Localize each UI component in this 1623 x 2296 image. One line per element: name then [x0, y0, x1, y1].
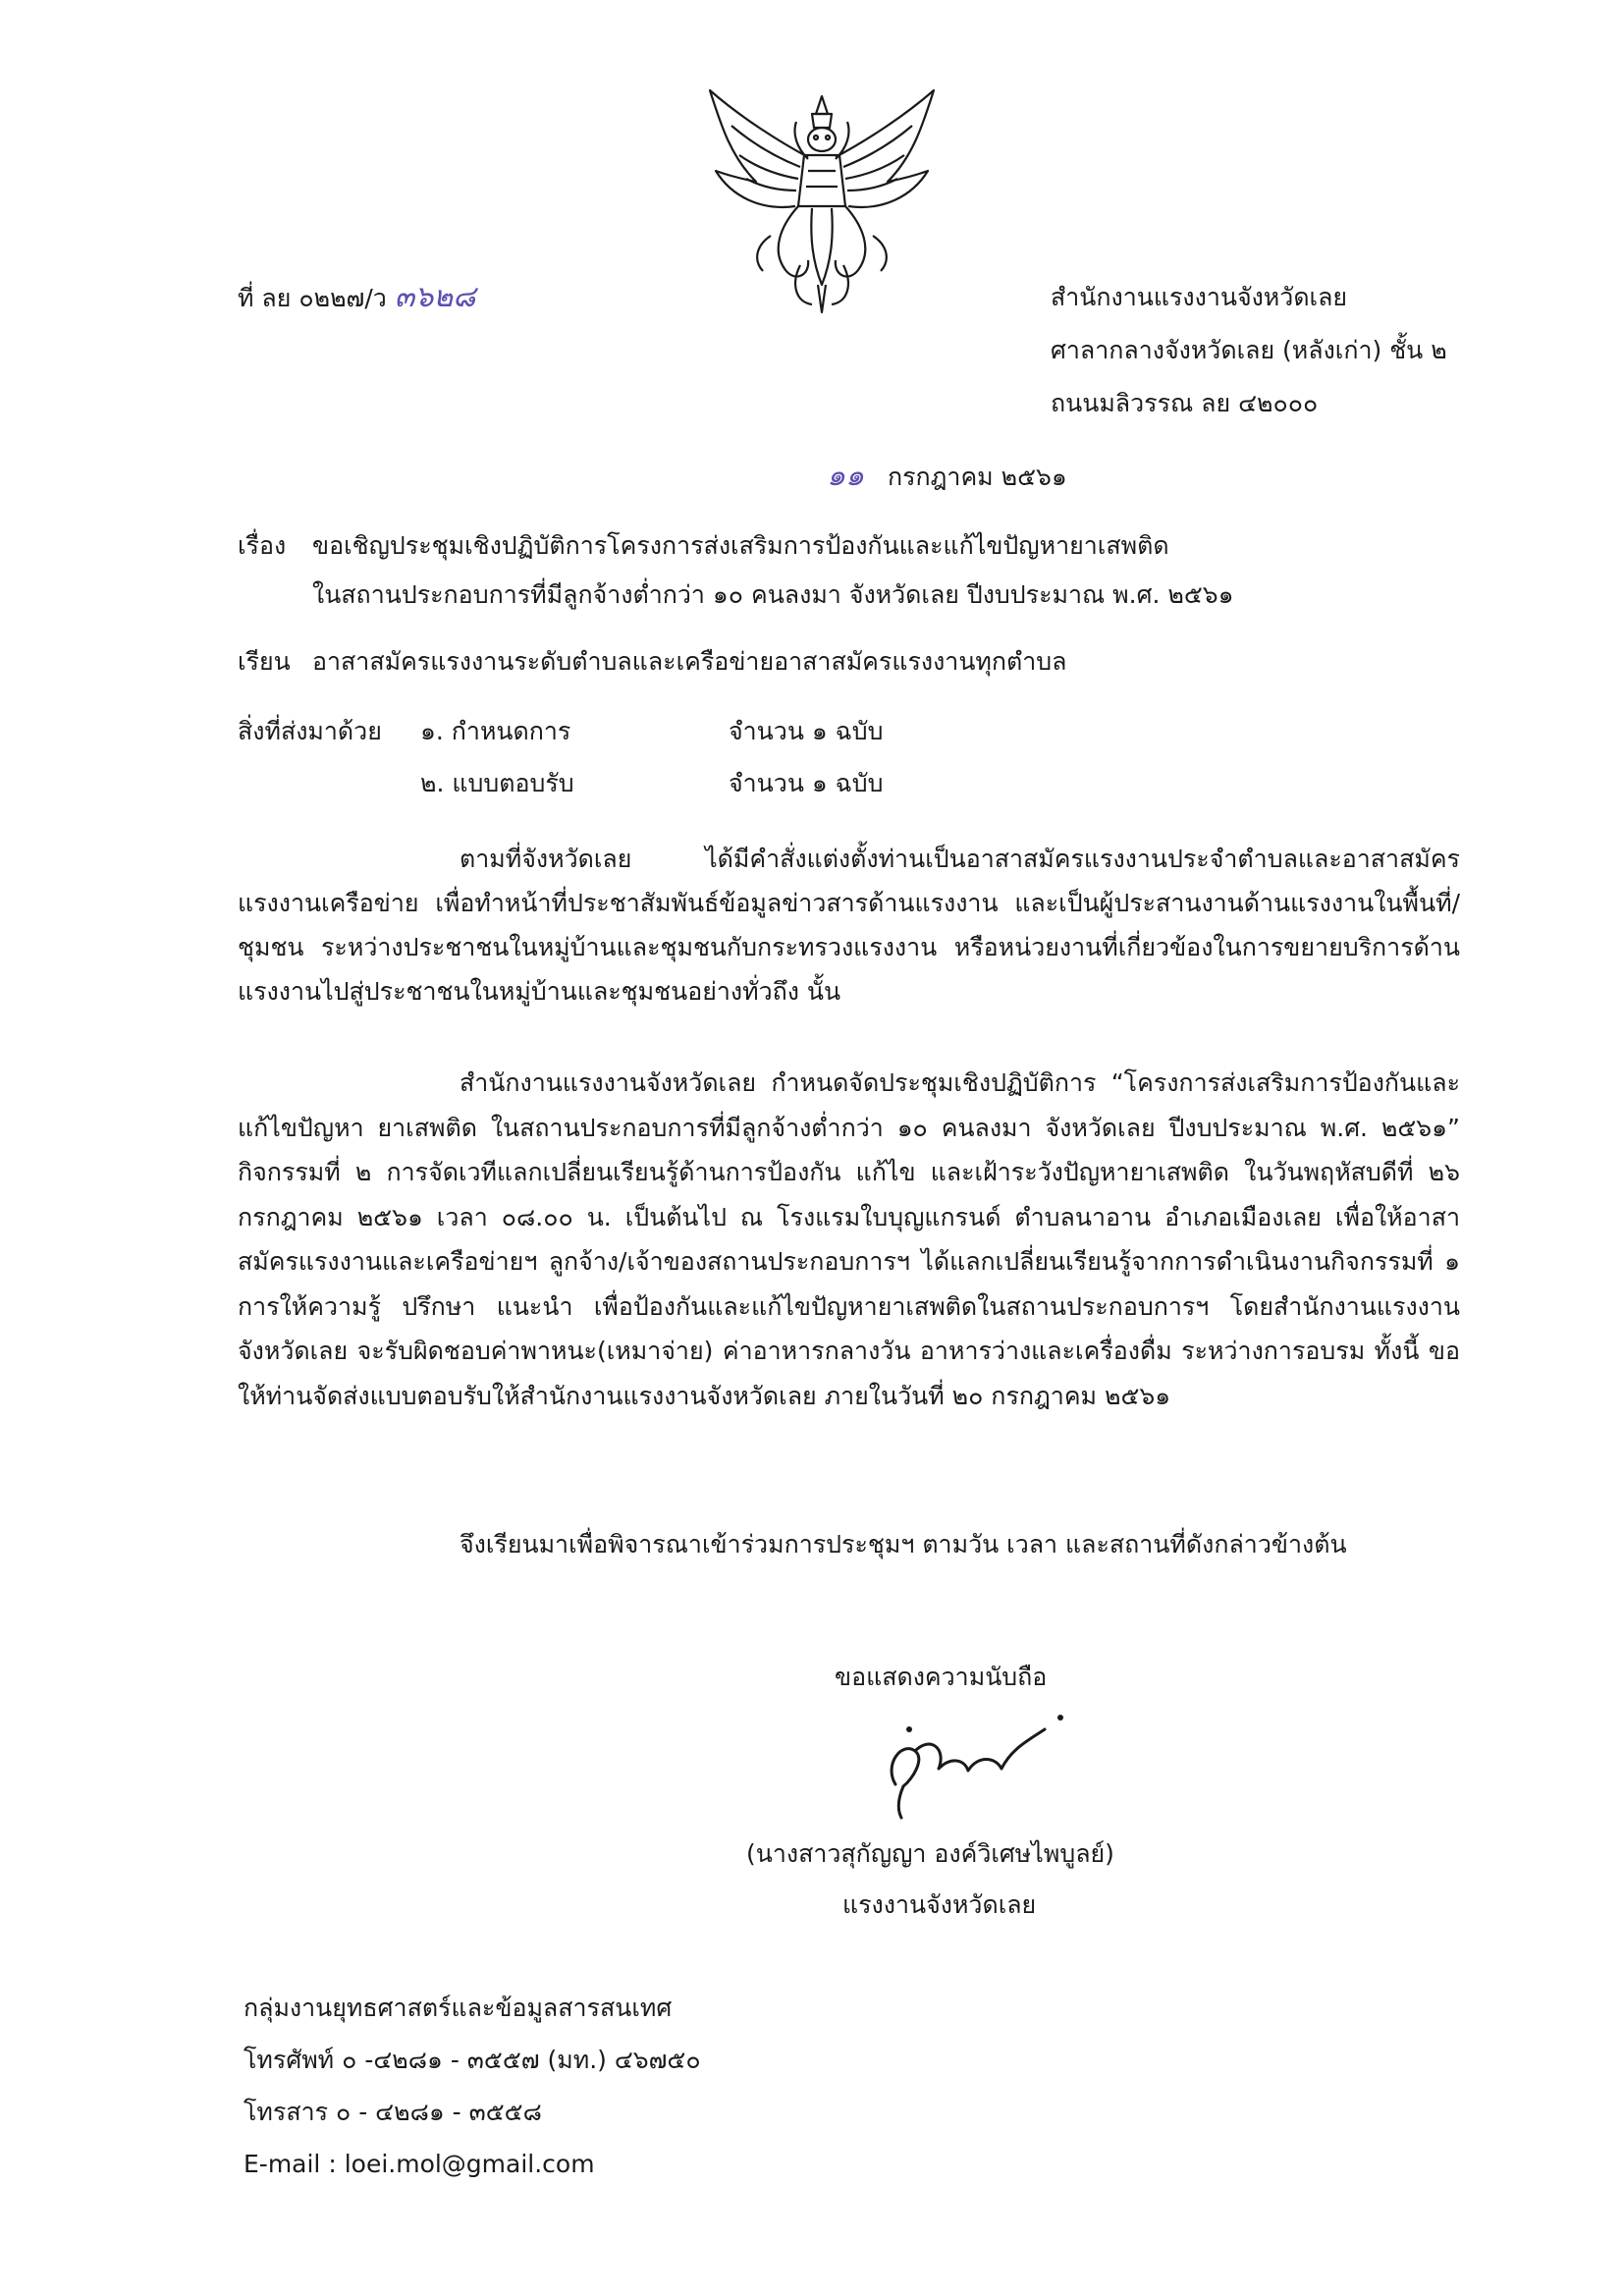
enclosure-item-2-name: ๒. แบบตอบรับ	[420, 769, 574, 797]
body-paragraph-1: ตามที่จังหวัดเลย ได้มีคำสั่งแต่งตั้งท่านเป็นอาสาสมัครแรงงานประจำตำบลและอาสาสมัครแรงงานเครือข่าย เพื่อทำหน้าที่ประชาสัมพันธ์ข้อมูลข่าวสารด้านแรงงาน และเป็นผู้ประสานงานด้านแรงงานในพื้นที่/ชุมชน ระหว่างประชาชนในหมู่บ้านและชุมชนกับกระทรวงแรงงาน หรือหน่วยงานที่เกี่ยวข้องในการขยายบริการด้านแรงงานไปสู่ประชาชนในหมู่บ้านและชุมชนอย่างทั่วถึง นั้น	[238, 845, 1460, 1006]
reference-label: ที่ ลย ๐๒๒๗/ว	[238, 284, 387, 312]
footer-department: กลุ่มงานยุทธศาสตร์และข้อมูลสารสนเทศ	[243, 1994, 673, 2022]
date-month-year: กรกฎาคม ๒๕๖๑	[887, 463, 1067, 491]
office-building: ศาลากลางจังหวัดเลย (หลังเก่า) ชั้น ๒	[1051, 336, 1447, 364]
closing-salutation: ขอแสดงความนับถือ	[835, 1663, 1048, 1691]
addressee-label: เรียน	[238, 647, 291, 676]
garuda-emblem	[702, 88, 943, 314]
office-name: สำนักงานแรงงานจังหวัดเลย	[1051, 283, 1348, 311]
body-paragraph-2: สำนักงานแรงงานจังหวัดเลย กำหนดจัดประชุมเชิงปฏิบัติการ “โครงการส่งเสริมการป้องกันและแก้ไขปัญหา ยาเสพติด ในสถานประกอบการที่มีลูกจ้างต่ำกว่า ๑๐ คนลงมา จังหวัดเลย ปีงบประมาณ พ.ศ. ๒๕๖๑” กิจกรรมที่ ๒ การจัดเวทีแลกเปลี่ยนเรียนรู้ด้านการป้องกัน แก้ไข และเฝ้าระวังปัญหายาเสพติด ในวันพฤหัสบดีที่ ๒๖ กรกฎาคม ๒๕๖๑ เวลา ๐๘.๐๐ น. เป็นต้นไป ณ โรงแรมใบบุญแกรนด์ ตำบลนาอาน อำเภอเมืองเลย เพื่อให้อาสาสมัครแรงงานและเครือข่ายฯ ลูกจ้าง/เจ้าของสถานประกอบการฯ ได้แลกเปลี่ยนเรียนรู้จากการดำเนินงานกิจกรรมที่ ๑ การให้ความรู้ ปรึกษา แนะนำ เพื่อป้องกันและแก้ไขปัญหายาเสพติดในสถานประกอบการฯ โดยสำนักงานแรงงานจังหวัดเลย จะรับผิดชอบค่าพาหนะ(เหมาจ่าย) ค่าอาหารกลางวัน อาหารว่างและเครื่องดื่ม ระหว่างการอบรม ทั้งนี้ ขอให้ท่านจัดส่งแบบตอบรับให้สำนักงานแรงงานจังหวัดเลย ภายในวันที่ ๒๐ กรกฎาคม ๒๕๖๑	[238, 1068, 1460, 1410]
office-road: ถนนมลิวรรณ ลย ๔๒๐๐๐	[1051, 389, 1319, 417]
body-paragraph-3: จึงเรียนมาเพื่อพิจารณาเข้าร่วมการประชุมฯ ตามวัน เวลา และสถานที่ดังกล่าวข้างต้น	[460, 1530, 1347, 1558]
enclosure-item-1-qty: จำนวน ๑ ฉบับ	[729, 717, 884, 745]
subject-line-2: ในสถานประกอบการที่มีลูกจ้างต่ำกว่า ๑๐ คนลงมา จังหวัดเลย ปีงบประมาณ พ.ศ. ๒๕๖๑	[312, 580, 1234, 609]
date-day-handwritten: ๑๑	[827, 459, 865, 493]
signer-title: แรงงานจังหวัดเลย	[842, 1890, 1037, 1919]
letter-date	[827, 459, 1067, 495]
subject-label: เรื่อง	[238, 531, 287, 560]
signer-name: (นางสาวสุกัญญา องค์วิเศษไพบูลย์)	[746, 1839, 1114, 1868]
footer-fax: โทรสาร ๐ - ๔๒๘๑ - ๓๕๕๘	[243, 2098, 542, 2126]
signature	[874, 1714, 1070, 1822]
subject-line-1: ขอเชิญประชุมเชิงปฏิบัติการโครงการส่งเสริมการป้องกันและแก้ไขปัญหายาเสพติด	[312, 531, 1169, 560]
reference-number-handwritten: ๓๖๒๘	[394, 280, 476, 314]
enclosure-item-1-name: ๑. กำหนดการ	[420, 717, 571, 745]
enclosures-label: สิ่งที่ส่งมาด้วย	[238, 717, 382, 745]
addressee-text: อาสาสมัครแรงงานระดับตำบลและเครือข่ายอาสาสมัครแรงงานทุกตำบล	[312, 647, 1067, 676]
footer-email: E-mail : loei.mol@gmail.com	[243, 2150, 595, 2178]
enclosure-item-2-qty: จำนวน ๑ ฉบับ	[729, 769, 884, 797]
footer-phone: โทรศัพท์ ๐ -๔๒๘๑ - ๓๕๕๗ (มท.) ๔๖๗๕๐	[243, 2046, 701, 2074]
reference-line	[238, 280, 475, 316]
